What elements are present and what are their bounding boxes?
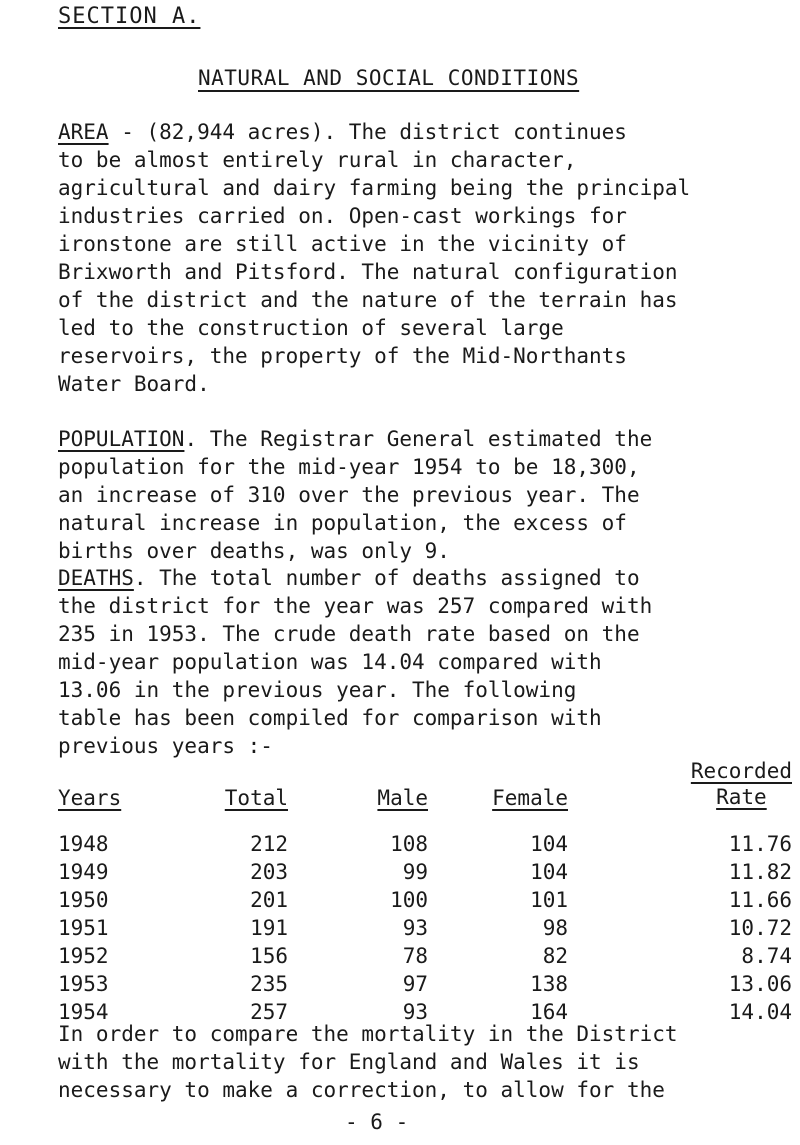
cell-male: 100	[390, 888, 428, 912]
cell-female: 164	[530, 1000, 568, 1024]
header-recorded-rate	[568, 758, 792, 830]
area-line-9: reservoirs, the property of the Mid-Northants	[58, 344, 627, 368]
cell-rate: 10.72	[728, 916, 792, 940]
deaths-table	[58, 758, 792, 1026]
table-row	[58, 914, 792, 942]
cell-year: 1952	[58, 944, 109, 968]
deaths-line-1: DEATHS. The total number of deaths assigned to	[58, 566, 640, 590]
population-line-4: natural increase in population, the excess of	[58, 511, 627, 535]
cell-female: 138	[530, 972, 568, 996]
header-recorded: Recorded	[690, 759, 792, 783]
cell-female: 98	[542, 916, 568, 940]
cell-rate: 11.66	[728, 888, 792, 912]
cell-male: 93	[402, 916, 428, 940]
deaths-paragraph	[58, 564, 800, 760]
header-total: Total	[224, 786, 288, 810]
closing-line-3: necessary to make a correction, to allow for the	[58, 1078, 665, 1102]
population-paragraph	[58, 425, 800, 565]
cell-female: 104	[530, 860, 568, 884]
deaths-line-6: table has been compiled for comparison with	[58, 706, 602, 730]
cell-total: 257	[250, 1000, 288, 1024]
area-line-3: agricultural and dairy farming being the principal	[58, 176, 691, 200]
population-line-2: population for the mid-year 1954 to be 18,300,	[58, 455, 640, 479]
area-line-1: AREA - (82,944 acres). The district continues	[58, 120, 627, 144]
cell-male: 99	[402, 860, 428, 884]
population-line-5: births over deaths, was only 9.	[58, 539, 450, 563]
header-male: Male	[377, 786, 428, 810]
cell-total: 235	[250, 972, 288, 996]
cell-rate: 13.06	[728, 972, 792, 996]
cell-year: 1950	[58, 888, 109, 912]
cell-total: 203	[250, 860, 288, 884]
closing-line-1: In order to compare the mortality in the District	[58, 1022, 678, 1046]
area-heading: AREA	[58, 120, 109, 144]
cell-rate: 11.82	[728, 860, 792, 884]
cell-male: 108	[390, 832, 428, 856]
cell-year: 1949	[58, 860, 109, 884]
table-row	[58, 970, 792, 998]
table-row	[58, 886, 792, 914]
cell-rate: 11.76	[728, 832, 792, 856]
cell-year: 1953	[58, 972, 109, 996]
cell-total: 201	[250, 888, 288, 912]
cell-year: 1954	[58, 1000, 109, 1024]
population-heading: POPULATION	[58, 427, 185, 451]
deaths-line-2: the district for the year was 257 compared with	[58, 594, 653, 618]
area-paragraph	[58, 118, 800, 398]
table-row	[58, 858, 792, 886]
closing-paragraph	[58, 1020, 800, 1104]
page-title: NATURAL AND SOCIAL CONDITIONS	[198, 66, 580, 90]
area-line-10: Water Board.	[58, 372, 210, 396]
cell-year: 1951	[58, 916, 109, 940]
cell-male: 78	[402, 944, 428, 968]
deaths-line-7: previous years :-	[58, 734, 273, 758]
cell-female: 104	[530, 832, 568, 856]
area-line-5: ironstone are still active in the vicinity of	[58, 232, 627, 256]
section-heading: SECTION A.	[58, 4, 201, 29]
deaths-heading: DEATHS	[58, 566, 134, 590]
closing-line-2: with the mortality for England and Wales it is	[58, 1050, 640, 1074]
area-line-2: to be almost entirely rural in character,	[58, 148, 577, 172]
cell-total: 156	[250, 944, 288, 968]
area-line-8: led to the construction of several large	[58, 316, 564, 340]
page-number: - 6 -	[345, 1110, 409, 1134]
deaths-line-4: mid-year population was 14.04 compared with	[58, 650, 602, 674]
cell-female: 82	[542, 944, 568, 968]
area-line-6: Brixworth and Pitsford. The natural configuration	[58, 260, 678, 284]
deaths-line-5: 13.06 in the previous year. The following	[58, 678, 577, 702]
header-rate: Rate	[716, 785, 767, 809]
deaths-line-3: 235 in 1953. The crude death rate based on the	[58, 622, 640, 646]
cell-total: 191	[250, 916, 288, 940]
table-row	[58, 942, 792, 970]
table-header-row	[58, 758, 792, 830]
cell-rate: 14.04	[728, 1000, 792, 1024]
population-line-1: POPULATION. The Registrar General estimated the	[58, 427, 653, 451]
population-line-3: an increase of 310 over the previous year. The	[58, 483, 640, 507]
cell-male: 97	[402, 972, 428, 996]
cell-female: 101	[530, 888, 568, 912]
table-row	[58, 830, 792, 858]
area-line-7: of the district and the nature of the terrain has	[58, 288, 678, 312]
area-line-4: industries carried on. Open-cast workings for	[58, 204, 627, 228]
cell-rate: 8.74	[741, 944, 792, 968]
header-years: Years	[58, 786, 122, 810]
cell-total: 212	[250, 832, 288, 856]
header-female: Female	[492, 786, 568, 810]
cell-year: 1948	[58, 832, 109, 856]
cell-male: 93	[402, 1000, 428, 1024]
